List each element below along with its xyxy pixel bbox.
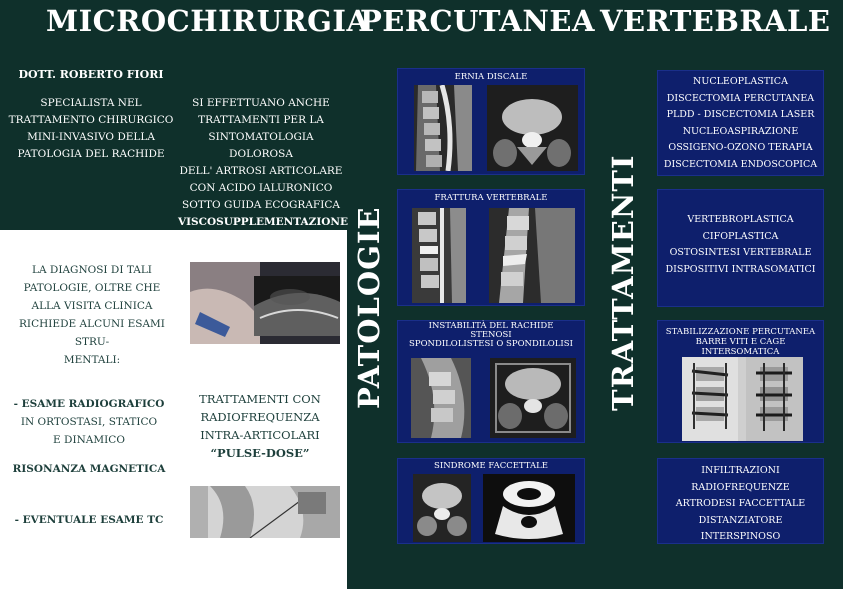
treatment-item: RADIOFREQUENZE <box>691 481 790 493</box>
title-part-3: VERTEBRALE <box>600 4 831 38</box>
exam-mri: RISONANZA MAGNETICA <box>12 463 166 475</box>
title-part-1: MICROCHIRURGIA <box>46 4 370 38</box>
treatment-item: VERTEBROPLASTICA <box>687 214 794 225</box>
doctor-name: DOTT. ROBERTO FIORI <box>18 68 164 81</box>
treatment-item: OSSIGENO-OZONO TERAPIA <box>668 142 813 153</box>
treatment-item: NUCLEOPLASTICA <box>693 76 788 87</box>
diagnosis-text <box>4 261 180 369</box>
doctor-bio-line: TRATTAMENTO CHIRURGICO <box>8 114 174 126</box>
diagnosis-line: MENTALI: <box>63 354 121 366</box>
pathology-title: ERNIA DISCALE <box>454 72 528 82</box>
treatment-list <box>658 74 823 173</box>
doctor-bio-line: MINI-INVASIVO DELLA <box>27 131 155 143</box>
instability-xray-image <box>411 358 471 438</box>
fracture-ct-image <box>489 208 575 303</box>
rf-line: INTRA-ARTICOLARI <box>200 428 320 442</box>
stabilization-xray-image <box>682 357 803 441</box>
treatment-panel-facet <box>657 458 824 544</box>
rf-bold-line: “PULSE-DOSE” <box>210 446 310 460</box>
mri-sagittal-image <box>414 85 472 171</box>
intro-line: CON ACIDO IALURONICO <box>189 182 333 194</box>
treatment-panel-fracture <box>657 189 824 307</box>
treatment-item: NUCLEOASPIRAZIONE <box>682 125 799 137</box>
doctor-bio <box>4 95 178 163</box>
treatment-item: DISTANZIATORE INTERSPINOSO <box>698 514 783 542</box>
treatment-item: CIFOPLASTICA <box>702 230 779 242</box>
intro-line: SINTOMATOLOGIA DOLOROSA <box>208 131 314 160</box>
treatment-item: DISCECTOMIA PERCUTANEA <box>666 92 815 104</box>
fracture-mri-image <box>412 208 466 303</box>
diagnosis-line: RICHIEDE ALCUNI ESAMI STRU- <box>19 318 165 348</box>
pathology-panel-fracture <box>397 189 585 306</box>
treatment-item: DISPOSITIVI INTRASOMATICI <box>665 263 816 275</box>
doctor-bio-line: PATOLOGIA DEL RACHIDE <box>17 148 165 160</box>
pathology-title-line: SPONDILOLISTESI O SPONDILOLISI <box>409 339 573 349</box>
pathology-panel-facet <box>397 458 585 544</box>
intro-line: DELL' ARTROSI ARTICOLARE <box>179 165 343 177</box>
diagnosis-line: LA DIAGNOSI DI TALI <box>32 264 152 276</box>
facet-mri-image <box>483 474 575 542</box>
treatment-panel-hernia <box>657 70 824 176</box>
pathology-title-line: INSTABILITÀ DEL RACHIDE <box>428 321 554 331</box>
treatment-item: INFILTRAZIONI <box>701 465 780 476</box>
diagnosis-line: ALLA VISITA CLINICA <box>31 300 153 312</box>
stenosis-mri-image <box>490 358 576 438</box>
intro-line: TRATTAMENTI PER LA <box>198 114 324 126</box>
treatment-item: ARTRODESI FACCETTALE <box>675 498 806 509</box>
intro-text <box>178 95 348 231</box>
treatment-item: OSTOSINTESI VERTEBRALE <box>669 247 812 258</box>
treatment-list <box>658 463 823 546</box>
treatment-title <box>658 327 823 357</box>
fluoroscopy-image <box>190 486 340 538</box>
page-title <box>0 4 843 48</box>
doctor-bio-line: SPECIALISTA NEL <box>40 97 142 109</box>
intro-line: SI EFFETTUANO ANCHE <box>192 97 330 109</box>
rf-line: TRATTAMENTI CON <box>199 392 321 406</box>
intro-line: SOTTO GUIDA ECOGRAFICA <box>182 199 340 211</box>
mri-axial-image <box>487 85 578 171</box>
rf-line: RADIOFREQUENZA <box>200 410 320 424</box>
exam-radio-line: E DINAMICO <box>53 434 125 446</box>
rf-text <box>178 390 342 462</box>
pathology-title: FRATTURA VERTEBRALE <box>434 193 548 203</box>
exam-radio-line: IN ORTOSTASI, STATICO <box>20 416 158 428</box>
exam-radio <box>4 395 174 449</box>
treatment-list <box>658 212 823 278</box>
pathology-panel-instability <box>397 320 585 443</box>
title-part-2: PERCUTANEA <box>360 4 595 38</box>
pathology-title <box>398 322 584 349</box>
treatment-title-line: BARRE VITI E CAGE INTERSOMATICA <box>695 337 786 357</box>
treatment-panel-stabilization <box>657 320 824 443</box>
pathology-title: SINDROME FACCETTALE <box>434 461 548 471</box>
facet-ct-image <box>413 474 471 542</box>
exam-ct: - EVENTUALE ESAME TC <box>14 514 164 526</box>
exam-radio-line: - ESAME RADIOGRAFICO <box>13 398 165 410</box>
treatment-item: DISCECTOMIA ENDOSCOPICA <box>663 158 818 170</box>
patologie-label: PATOLOGIE <box>352 206 386 409</box>
pathology-title-line: STENOSI <box>470 330 512 340</box>
pathology-panel-hernia <box>397 68 585 175</box>
treatment-title-line: STABILIZZAZIONE PERCUTANEA <box>665 327 816 337</box>
trattamenti-label: TRATTAMENTI <box>606 154 640 411</box>
ultrasound-photo <box>190 262 340 344</box>
diagnosis-line: PATOLOGIE, OLTRE CHE <box>23 282 161 294</box>
treatment-item: PLDD - DISCECTOMIA LASER <box>666 109 815 120</box>
intro-bold-line: VISCOSUPPLEMENTAZIONE <box>178 216 348 228</box>
